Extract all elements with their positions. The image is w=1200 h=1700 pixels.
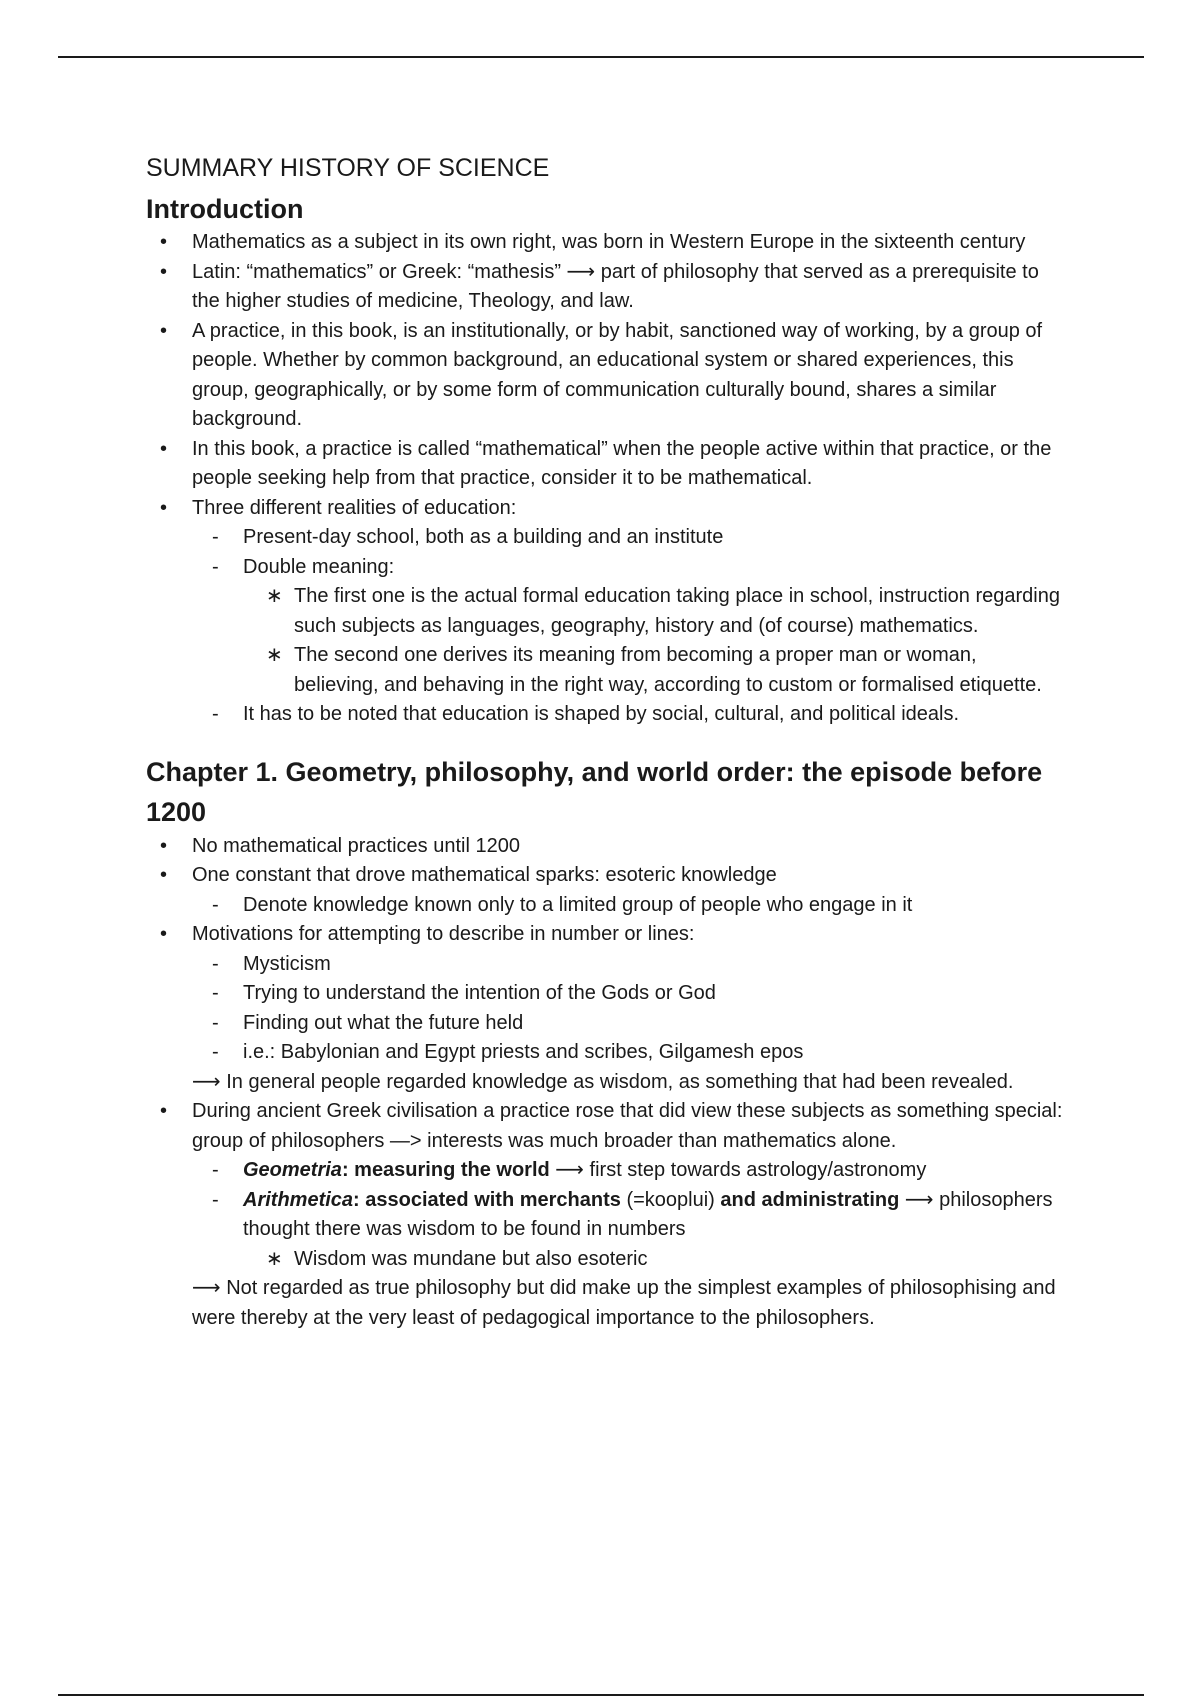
list-item <box>146 920 1066 1068</box>
nested-item: ∗ The second one derives its meaning from becoming a proper man or woman, believing, and behaving in the right way, according to custom or formalised etiquette. <box>243 641 1066 700</box>
philosophy-note: ⟶ Not regarded as true philosophy but did make up the simplest examples of philosophising and were thereby at the very least of pedagogical importance to the philosophers. <box>192 1277 1056 1329</box>
sublist-item: - Finding out what the future held <box>192 1009 1066 1039</box>
sublist-item <box>192 553 1066 701</box>
list-item-text: During ancient Greek civilisation a practice rose that did view these subjects as something special: group of philosophers —> interests was much broader than mathematics alone. <box>192 1100 1063 1152</box>
greek-subjects-sublist <box>146 1156 1066 1274</box>
chapter-1-list <box>146 832 1066 1068</box>
geometria-bold-text: : measuring the world <box>341 1159 550 1181</box>
arithmetica-nested-list <box>243 1245 1066 1275</box>
arithmetica-term: Arithmetica <box>243 1188 354 1211</box>
esoteric-sublist <box>146 891 1066 921</box>
introduction-list <box>146 228 1066 730</box>
sublist-item: - Denote knowledge known only to a limited group of people who engage in it <box>192 891 1066 921</box>
sublist-item: - It has to be noted that education is shaped by social, cultural, and political ideals. <box>192 700 1066 730</box>
wisdom-note: ⟶ In general people regarded knowledge as wisdom, as something that had been revealed. <box>192 1070 1014 1093</box>
list-item-text: Motivations for attempting to describe in number or lines: <box>192 923 695 945</box>
list-item <box>146 494 1066 730</box>
chapter-1-list-continued <box>146 1097 1066 1274</box>
document-title: SUMMARY HISTORY OF SCIENCE <box>146 154 550 182</box>
list-item <box>146 1097 1066 1274</box>
document-body <box>146 150 1066 1333</box>
list-item-text: Three different realities of education: <box>192 496 517 519</box>
double-meaning-list <box>243 582 1066 700</box>
geometria-term: Geometria <box>243 1159 342 1181</box>
list-item: • In this book, a practice is called “mathematical” when the people active within that practice, or the people seeking help from that practice, consider it to be mathematical. <box>146 435 1066 494</box>
sublist-item-geometria <box>192 1156 1066 1186</box>
geometria-text: ⟶ first step towards astrology/astronomy <box>549 1159 927 1181</box>
list-item: • Mathematics as a subject in its own right, was born in Western Europe in the sixteenth century <box>146 228 1066 258</box>
introduction-heading: Introduction <box>146 194 304 224</box>
sublist-item: - i.e.: Babylonian and Egypt priests and scribes, Gilgamesh epos <box>192 1038 1066 1068</box>
sublist-item: - Mysticism <box>192 950 1066 980</box>
bottom-rule <box>58 1694 1144 1696</box>
list-item: • No mathematical practices until 1200 <box>146 832 1066 862</box>
list-item: • A practice, in this book, is an institutionally, or by habit, sanctioned way of working, by a group of people. Whether by common background, an educational system or shared experiences, this group, geographically, or by some form of communication culturally bound, shares a similar background. <box>146 317 1066 435</box>
list-item: • Latin: “mathematics” or Greek: “mathesis” ⟶ part of philosophy that served as a prerequisite to the higher studies of medicine, Theology, and law. <box>146 258 1066 317</box>
sublist-item: - Present-day school, both as a building and an institute <box>192 523 1066 553</box>
list-item <box>146 861 1066 920</box>
sublist-item: - Trying to understand the intention of the Gods or God <box>192 979 1066 1009</box>
arithmetica-normal-text: (=kooplui) <box>620 1188 721 1211</box>
chapter-1-heading: Chapter 1. Geometry, philosophy, and world order: the episode before 1200 <box>146 756 1043 827</box>
education-sublist <box>146 523 1066 730</box>
nested-item: ∗ Wisdom was mundane but also esoteric <box>243 1245 1066 1275</box>
arithmetica-bold-text-a: : associated with merchants <box>353 1188 621 1211</box>
motivations-sublist <box>146 950 1066 1068</box>
arithmetica-bold-text-b: and administrating <box>720 1188 900 1211</box>
arithmetica-text: ⟶ philosophers thought there was wisdom to be found in numbers <box>243 1188 1053 1240</box>
list-item-text: One constant that drove mathematical sparks: esoteric knowledge <box>192 864 777 886</box>
top-rule <box>58 56 1144 58</box>
sublist-item-text: Double meaning: <box>243 555 395 578</box>
sublist-item-arithmetica <box>192 1186 1066 1275</box>
nested-item: ∗ The first one is the actual formal education taking place in school, instruction regarding such subjects as languages, geography, history and (of course) mathematics. <box>243 582 1066 641</box>
